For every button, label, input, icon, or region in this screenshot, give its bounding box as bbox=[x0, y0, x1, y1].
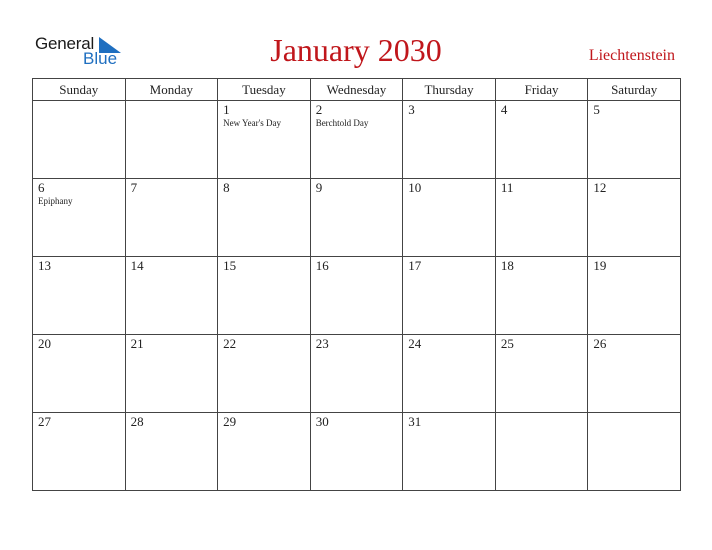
holiday-label: Epiphany bbox=[38, 196, 73, 206]
calendar-body bbox=[33, 101, 681, 491]
day-cell bbox=[310, 101, 403, 179]
day-number: 6 bbox=[38, 180, 45, 195]
day-cell bbox=[33, 335, 126, 413]
day-number: 14 bbox=[130, 258, 144, 273]
day-cell bbox=[33, 257, 126, 335]
day-number: 24 bbox=[408, 336, 422, 351]
day-number: 15 bbox=[223, 258, 237, 273]
day-cell bbox=[495, 179, 588, 257]
day-number: 7 bbox=[130, 180, 138, 195]
day-number: 18 bbox=[500, 258, 514, 273]
day-cell bbox=[125, 335, 218, 413]
day-cell bbox=[310, 179, 403, 257]
day-cell bbox=[588, 179, 681, 257]
day-cell bbox=[495, 257, 588, 335]
day-number: 8 bbox=[223, 180, 230, 195]
day-cell bbox=[125, 101, 218, 179]
calendar-week-row bbox=[33, 335, 681, 413]
day-number: 30 bbox=[315, 414, 329, 429]
day-cell bbox=[33, 101, 126, 179]
day-number: 4 bbox=[500, 102, 508, 117]
weekday-header: Wednesday bbox=[310, 79, 403, 101]
day-cell bbox=[218, 413, 311, 491]
day-cell bbox=[125, 179, 218, 257]
day-cell bbox=[125, 413, 218, 491]
day-number: 13 bbox=[38, 258, 51, 273]
day-number: 2 bbox=[315, 102, 323, 117]
day-cell bbox=[403, 101, 496, 179]
day-cell bbox=[588, 101, 681, 179]
day-cell bbox=[218, 335, 311, 413]
day-cell bbox=[218, 257, 311, 335]
page-title: January 2030 bbox=[270, 32, 442, 68]
day-number: 16 bbox=[315, 258, 329, 273]
day-cell bbox=[588, 335, 681, 413]
day-number: 17 bbox=[408, 258, 422, 273]
country-label: Liechtenstein bbox=[588, 47, 675, 64]
day-cell bbox=[310, 257, 403, 335]
day-cell bbox=[403, 179, 496, 257]
day-number: 23 bbox=[315, 336, 329, 351]
weekday-header-row bbox=[33, 79, 681, 101]
calendar-week-row bbox=[33, 413, 681, 491]
calendar-week-row bbox=[33, 101, 681, 179]
day-number: 10 bbox=[408, 180, 422, 195]
day-cell bbox=[310, 413, 403, 491]
day-number: 26 bbox=[593, 336, 607, 351]
day-cell bbox=[495, 101, 588, 179]
day-cell bbox=[403, 413, 496, 491]
calendar-week-row bbox=[33, 257, 681, 335]
day-number: 22 bbox=[223, 336, 237, 351]
day-number: 19 bbox=[593, 258, 607, 273]
weekday-header: Monday bbox=[125, 79, 218, 101]
day-cell bbox=[588, 413, 681, 491]
day-cell bbox=[33, 413, 126, 491]
weekday-header: Sunday bbox=[33, 79, 126, 101]
day-cell bbox=[218, 101, 311, 179]
day-cell bbox=[588, 257, 681, 335]
day-cell bbox=[125, 257, 218, 335]
day-number: 5 bbox=[593, 102, 600, 117]
day-cell bbox=[403, 257, 496, 335]
day-number: 28 bbox=[130, 414, 144, 429]
holiday-label: New Year's Day bbox=[223, 118, 281, 128]
day-cell bbox=[310, 335, 403, 413]
logo-word-general: General bbox=[35, 34, 95, 53]
day-number: 21 bbox=[130, 336, 144, 351]
holiday-label: Berchtold Day bbox=[315, 118, 369, 128]
day-number: 29 bbox=[223, 414, 237, 429]
weekday-header: Thursday bbox=[403, 79, 496, 101]
day-number: 25 bbox=[500, 336, 514, 351]
logo-word-blue: Blue bbox=[83, 49, 118, 68]
day-number: 1 bbox=[223, 102, 230, 117]
day-number: 12 bbox=[593, 180, 607, 195]
day-cell bbox=[403, 335, 496, 413]
day-number: 31 bbox=[408, 414, 422, 429]
day-number: 11 bbox=[500, 180, 514, 195]
weekday-header: Tuesday bbox=[218, 79, 311, 101]
day-cell bbox=[495, 335, 588, 413]
weekday-header: Saturday bbox=[588, 79, 681, 101]
day-number: 3 bbox=[408, 102, 415, 117]
weekday-header: Friday bbox=[495, 79, 588, 101]
day-number: 27 bbox=[38, 414, 51, 429]
day-cell bbox=[495, 413, 588, 491]
day-number: 20 bbox=[38, 336, 51, 351]
calendar-week-row bbox=[33, 179, 681, 257]
day-cell bbox=[33, 179, 126, 257]
day-number: 9 bbox=[315, 180, 323, 195]
calendar-grid bbox=[32, 78, 681, 491]
day-cell bbox=[218, 179, 311, 257]
